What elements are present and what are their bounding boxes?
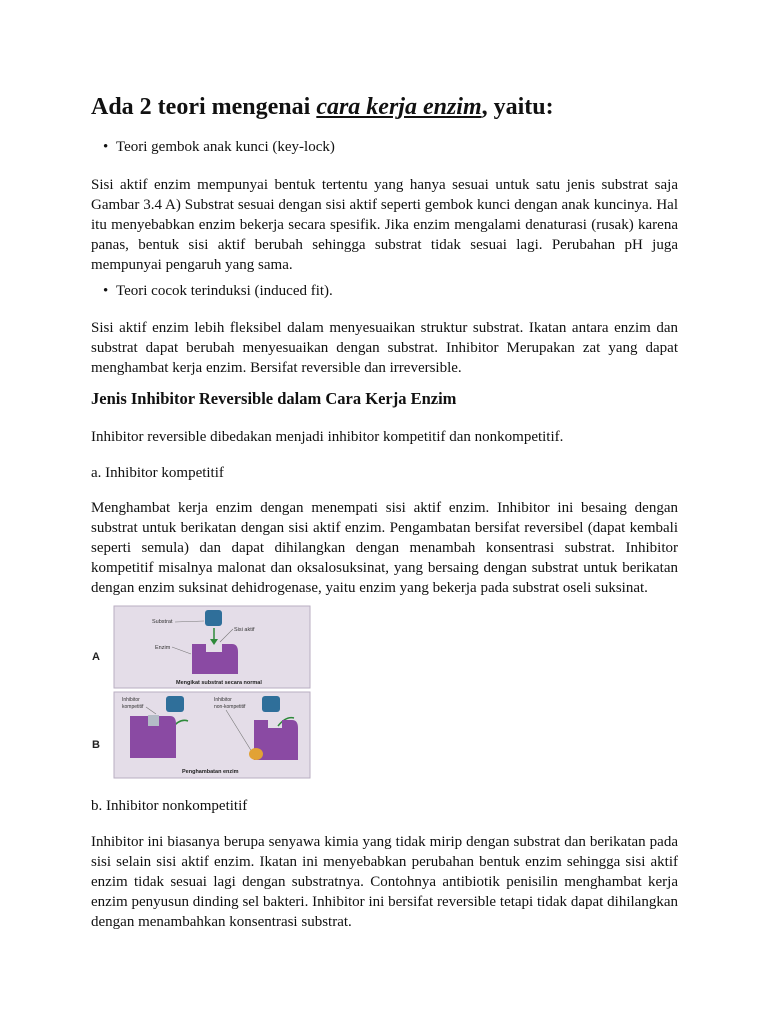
label-sisi-aktif: Sisi aktif: [234, 627, 255, 633]
page-title: [91, 92, 554, 122]
figure-svg: [92, 604, 312, 780]
label-substrat: Substrat: [152, 619, 173, 625]
label-inhibitor-kompetitif-2: kompetitif: [122, 704, 144, 710]
bullet-item-key-lock: [103, 138, 335, 156]
bullet-text: Teori cocok terinduksi (induced fit).: [116, 283, 333, 299]
title-prefix: Ada 2 teori mengenai: [91, 94, 317, 120]
label-inhibitor-non-2: non-kompetitif: [214, 704, 246, 710]
label-inhibitor-kompetitif-1: Inhibitor: [122, 697, 140, 703]
substrate-shape: [205, 610, 222, 626]
substrate-shape-b2: [262, 696, 280, 712]
label-enzim: Enzim: [155, 645, 171, 651]
subheading-nonkompetitif: b. Inhibitor nonkompetitif: [91, 798, 248, 814]
figure-label-b: B: [92, 739, 100, 751]
bullet-item-induced-fit: [103, 282, 333, 300]
paragraph-nonkompetitif: Inhibitor ini biasanya berupa senyawa kimia yang tidak mirip dengan substrat dan berikatan pada sisi selain sisi aktif enzim. Ikatan ini menyebabkan perubahan bentuk enzim sehingga sisi aktif enzim tidak sesuai lagi dengan substratnya. Contohnya antibiotik penisilin menghambat kerja enzim penyusun dinding sel bakteri. Inhibitor ini bersifat reversible tetapi tidak dapat dihilangkan dengan menambahkan konsentrasi substrat.: [91, 834, 678, 930]
substrate-shape-b1: [166, 696, 184, 712]
bullet-dot-icon: •: [103, 139, 109, 155]
inhibitor-noncompetitive-shape: [249, 748, 263, 760]
title-suffix: , yaitu:: [481, 94, 554, 120]
bullet-dot-icon: •: [103, 283, 109, 299]
inhibitor-competitive-shape: [148, 715, 159, 726]
caption-panel-a: Mengikat substrat secara normal: [176, 680, 262, 686]
section-heading: Jenis Inhibitor Reversible dalam Cara Kerja Enzim: [91, 389, 457, 408]
figure-label-a: A: [92, 651, 100, 663]
subheading-kompetitif: a. Inhibitor kompetitif: [91, 465, 224, 481]
bullet-text: Teori gembok anak kunci (key-lock): [116, 139, 335, 155]
title-emphasis: cara kerja enzim: [316, 94, 482, 120]
caption-panel-b: Penghambatan enzim: [182, 769, 239, 775]
paragraph-inhibitor-intro: Inhibitor reversible dibedakan menjadi inhibitor kompetitif dan nonkompetitif.: [91, 429, 564, 445]
label-inhibitor-non-1: Inhibitor: [214, 697, 232, 703]
paragraph-key-lock: Sisi aktif enzim mempunyai bentuk tertentu yang hanya sesuai untuk satu jenis substrat saja Gambar 3.4 A) Substrat sesuai dengan sisi aktif seperti gembok kunci dengan anak kuncinya. Hal itu menyebabkan enzim bekerja secara spesifik. Jika enzim mengalami denaturasi (rusak) karena panas, bentuk sisi aktif berubah sehingga substrat tidak sesuai lagi. Perubahan pH juga mempunyai pengaruh yang sama.: [91, 177, 678, 273]
enzyme-inhibition-figure: [92, 604, 312, 780]
paragraph-induced-fit: Sisi aktif enzim lebih fleksibel dalam menyesuaikan struktur substrat. Ikatan antara enzim dan substrat dapat berubah menyesuaikan dengan substrat. Inhibitor Merupakan zat yang dapat menghambat kerja enzim. Bersifat reversible dan irreversible.: [91, 320, 678, 376]
paragraph-kompetitif: Menghambat kerja enzim dengan menempati sisi aktif enzim. Inhibitor ini besaing dengan substrat untuk berikatan dengan sisi aktif enzim. Pengambatan bersifat reversibel (dapat kembali seperti semula) dan dapat dihilangkan dengan menambah konsentrasi substrat. Inhibitor kompetitif misalnya malonat dan oksalosuksinat, yang bersaing dengan substrat untuk berikatan dengan enzim suksinat dehidrogenase, yaitu enzim yang bekerja pada substrat oseli suksinat.: [91, 500, 678, 596]
